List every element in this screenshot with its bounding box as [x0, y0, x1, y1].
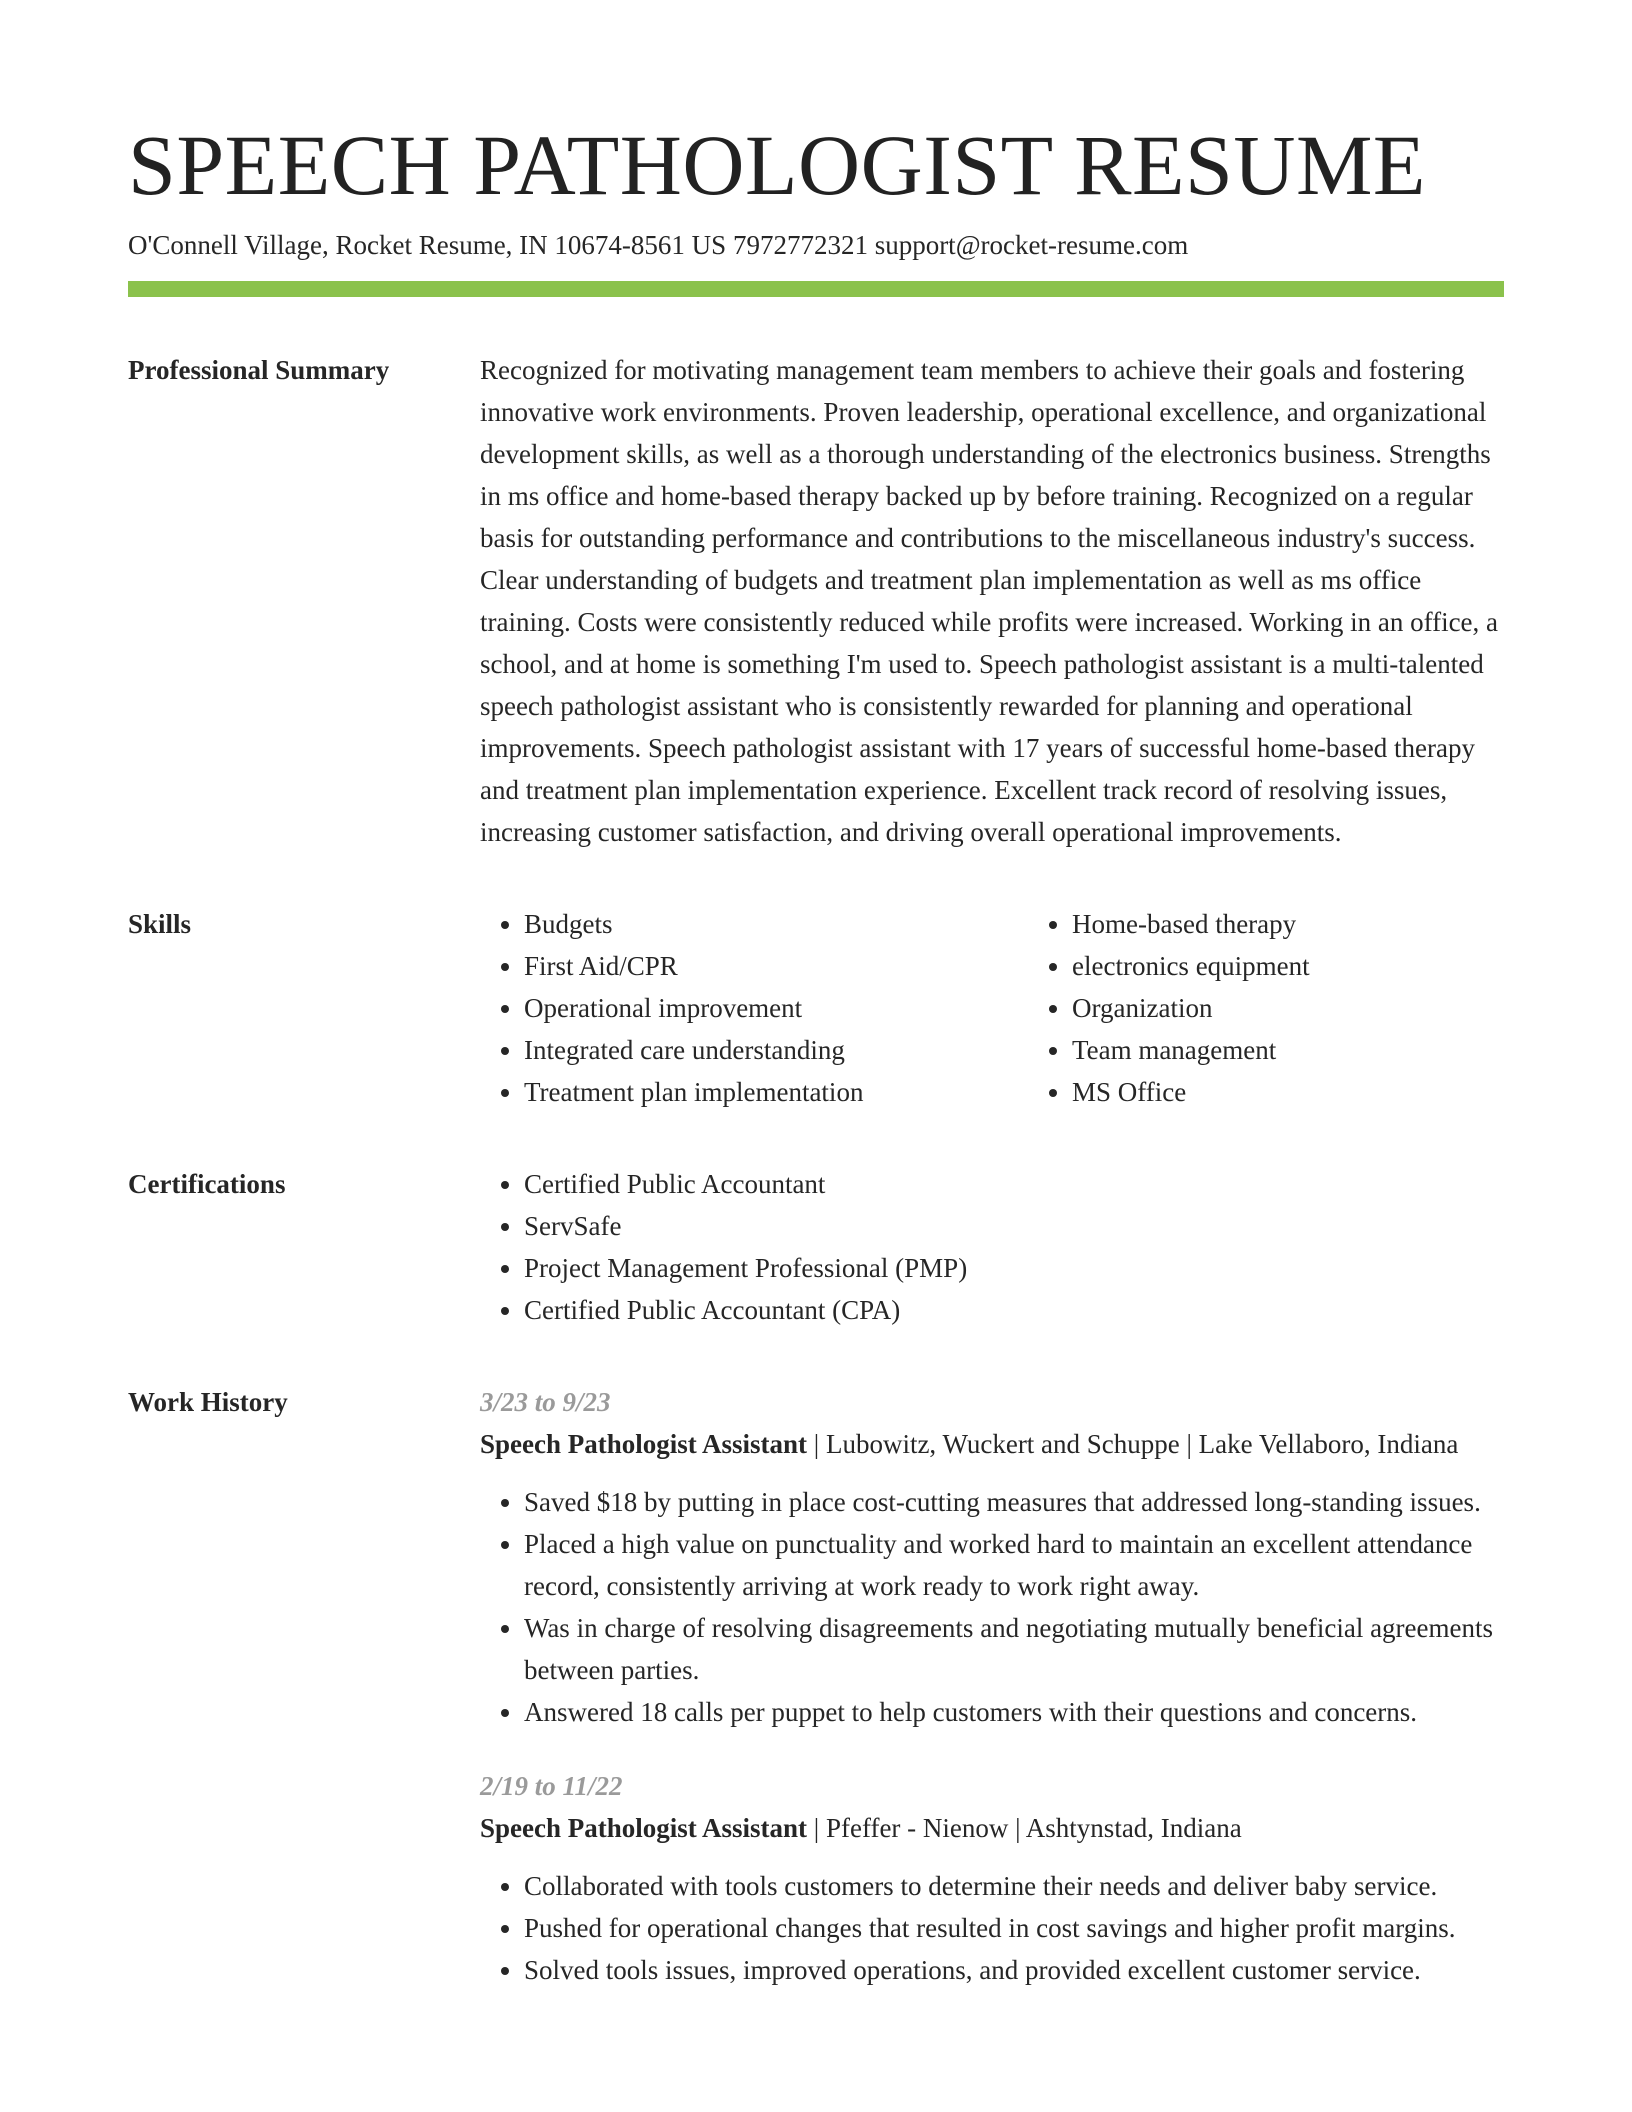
job-bullet: • Answered 18 calls per puppet to help customers with their questions and concerns.	[524, 1691, 1504, 1733]
skill-item: • Treatment plan implementation	[524, 1071, 1028, 1113]
header-divider	[128, 281, 1504, 297]
job-dates: 2/19 to 11/22	[480, 1770, 623, 1801]
job-title: Speech Pathologist Assistant	[480, 1812, 808, 1843]
skill-item: • MS Office	[1072, 1071, 1576, 1113]
certification-item: • Certified Public Accountant	[524, 1163, 1504, 1205]
job-bullet: • Collaborated with tools customers to determine their needs and deliver baby service.	[524, 1865, 1504, 1907]
job-bullets	[480, 1481, 1504, 1733]
job-bullet: • Solved tools issues, improved operations, and provided excellent customer service.	[524, 1949, 1504, 1991]
certification-item: • Project Management Professional (PMP)	[524, 1247, 1504, 1289]
job-bullets	[480, 1865, 1504, 1991]
job-entry	[480, 1765, 1504, 1991]
certification-item: • ServSafe	[524, 1205, 1504, 1247]
job-bullet: • Placed a high value on punctuality and worked hard to maintain an excellent attendance record, consistently arriving at work ready to work right away.	[524, 1523, 1504, 1607]
contact-email: support@rocket-resume.com	[874, 229, 1189, 260]
skill-item: • Budgets	[524, 903, 1028, 945]
resume-title: SPEECH PATHOLOGIST RESUME	[128, 117, 1426, 213]
job-entry	[480, 1381, 1504, 1733]
job-heading	[480, 1423, 1504, 1465]
summary-section	[128, 349, 1504, 853]
certification-item: • Certified Public Accountant (CPA)	[524, 1289, 1504, 1331]
skills-list-left	[480, 903, 1028, 1113]
job-bullet: • Was in charge of resolving disagreements and negotiating mutually beneficial agreements between parties.	[524, 1607, 1504, 1691]
contact-line	[128, 229, 1504, 261]
job-bullet: • Saved $18 by putting in place cost-cutting measures that addressed long-standing issues.	[524, 1481, 1504, 1523]
skill-item: • Organization	[1072, 987, 1576, 1029]
job-heading	[480, 1807, 1504, 1849]
skills-section	[128, 903, 1504, 1113]
summary-text: Recognized for motivating management team members to achieve their goals and fostering innovative work environments. Proven leadership, operational excellence, and organizational development skills, as well as a thorough understanding of the electronics business. Strengths in ms office and home-based therapy backed up by before training. Recognized on a regular basis for outstanding performance and contributions to the miscellaneous industry's success. Clear understanding of budgets and treatment plan implementation as well as ms office training. Costs were consistently reduced while profits were increased. Working in an office, a school, and at home is something I'm used to. Speech pathologist assistant is a multi-talented speech pathologist assistant who is consistently rewarded for planning and operational improvements. Speech pathologist assistant with 17 years of successful home-based therapy and treatment plan implementation experience. Excellent track record of resolving issues, increasing customer satisfaction, and driving overall operational improvements.	[480, 354, 1499, 847]
resume-page	[128, 118, 1504, 2023]
skill-item: • Integrated care understanding	[524, 1029, 1028, 1071]
skill-item: • Operational improvement	[524, 987, 1028, 1029]
work-history-body	[480, 1381, 1504, 2023]
skills-grid	[480, 903, 1576, 1113]
contact-address: O'Connell Village, Rocket Resume, IN 10674-8561 US	[128, 229, 727, 260]
job-details: | Lubowitz, Wuckert and Schuppe | Lake Vellaboro, Indiana	[807, 1428, 1459, 1459]
skill-item: • Team management	[1072, 1029, 1576, 1071]
work-history-label: Work History	[128, 1386, 288, 1417]
certifications-section	[128, 1163, 1504, 1331]
certifications-body	[480, 1163, 1504, 1331]
skill-item: • First Aid/CPR	[524, 945, 1028, 987]
work-history-section	[128, 1381, 1504, 2023]
job-details: | Pfeffer - Nienow | Ashtynstad, Indiana	[807, 1812, 1242, 1843]
skills-body	[480, 903, 1576, 1113]
skill-item: • electronics equipment	[1072, 945, 1576, 987]
skill-item: • Home-based therapy	[1072, 903, 1576, 945]
skills-list-right	[1028, 903, 1576, 1113]
summary-body	[480, 349, 1504, 853]
certifications-list	[480, 1163, 1504, 1331]
job-title: Speech Pathologist Assistant	[480, 1428, 808, 1459]
contact-phone: 7972772321	[732, 229, 868, 260]
job-bullet: • Pushed for operational changes that resulted in cost savings and higher profit margins.	[524, 1907, 1504, 1949]
skills-label: Skills	[128, 908, 192, 939]
job-dates: 3/23 to 9/23	[480, 1386, 611, 1417]
certifications-label: Certifications	[128, 1168, 286, 1199]
summary-label: Professional Summary	[128, 354, 390, 385]
